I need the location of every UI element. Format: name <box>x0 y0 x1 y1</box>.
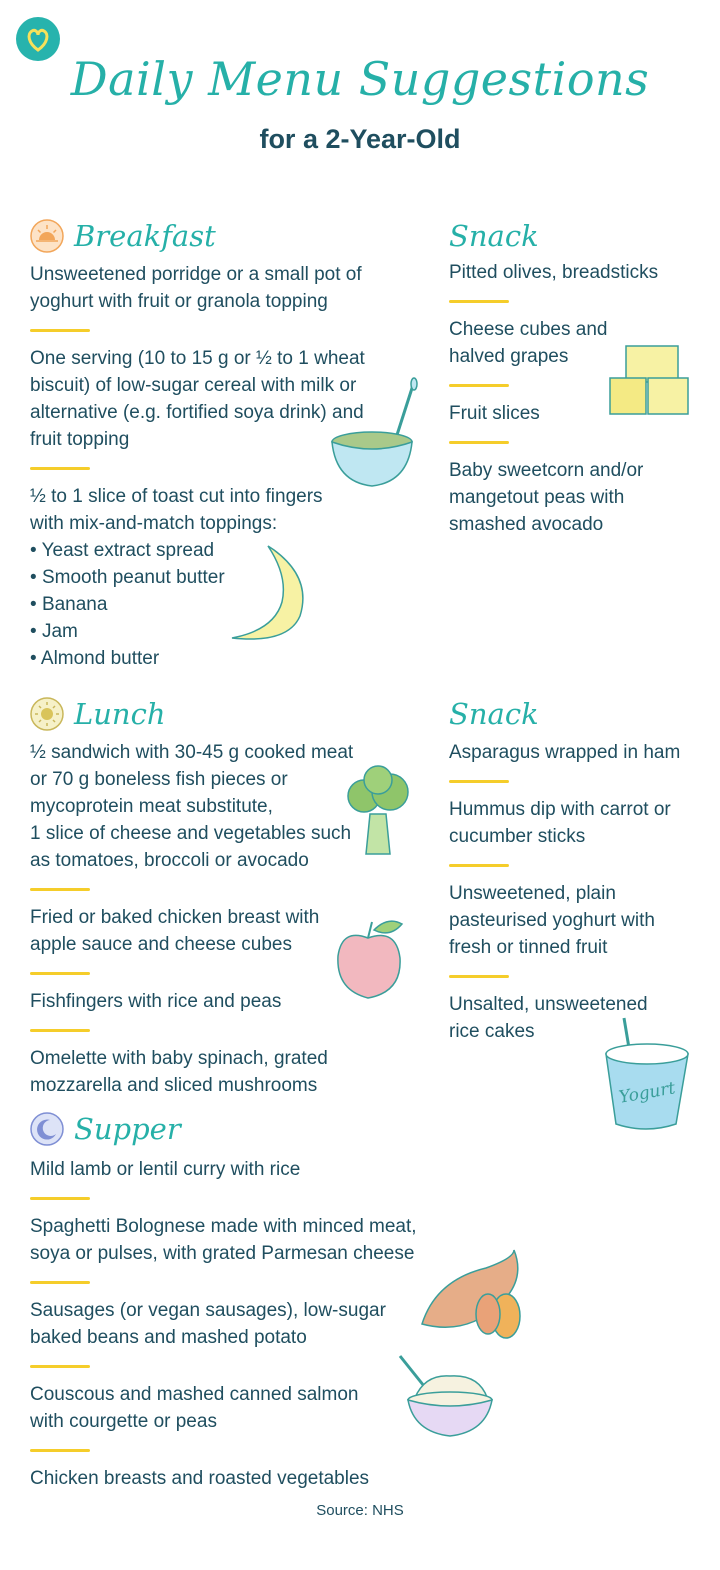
topping-item: • Yeast extract spread <box>30 537 440 564</box>
snack-heading: Snack <box>449 697 539 731</box>
divider <box>30 888 90 891</box>
breakfast-heading: Breakfast <box>74 219 216 253</box>
divider <box>30 467 90 470</box>
supper-item: Couscous and mashed canned salmon with courgette or peas <box>30 1384 359 1432</box>
divider <box>30 1449 90 1452</box>
broccoli-icon <box>344 764 414 858</box>
snack-item: Unsalted, unsweetened rice cakes <box>449 994 648 1042</box>
snack-heading-row <box>449 697 709 731</box>
yogurt-label: Yogurt <box>617 1078 677 1108</box>
snack-afternoon-section <box>449 697 709 1045</box>
topping-item: • Almond butter <box>30 645 440 672</box>
breakfast-item: Unsweetened porridge or a small pot of yoghurt with fruit or granola topping <box>30 264 362 312</box>
lunch-item: Fried or baked chicken breast with apple sauce and cheese cubes <box>30 907 320 955</box>
cereal-bowl-icon <box>328 378 418 490</box>
snack-item: Baby sweetcorn and/or mangetout peas with smashed avocado <box>449 460 644 535</box>
divider <box>30 1281 90 1284</box>
divider <box>449 300 509 303</box>
page-subtitle: for a 2-Year-Old <box>259 124 461 154</box>
snack-item: Cheese cubes and halved grapes <box>449 319 608 367</box>
lunch-item: ½ sandwich with 30-45 g cooked meat or 70 g boneless fish pieces or mycoprotein meat substitute, <box>30 742 354 817</box>
topping-item: • Jam <box>30 618 440 645</box>
divider <box>30 1029 90 1032</box>
lunch-item: 1 slice of cheese and vegetables such as tomatoes, broccoli or avocado <box>30 823 352 871</box>
page-title: Daily Menu Suggestions <box>70 52 650 106</box>
supper-item: Chicken breasts and roasted vegetables <box>30 1468 370 1489</box>
supper-heading: Supper <box>74 1112 181 1146</box>
divider <box>449 864 509 867</box>
banana-icon <box>228 542 312 646</box>
couscous-bowl-icon <box>394 1352 496 1442</box>
supper-heading-row <box>30 1112 450 1146</box>
lunch-section <box>30 697 440 1099</box>
supper-section <box>30 1112 450 1492</box>
topping-item: • Banana <box>30 591 440 618</box>
lunch-heading-row <box>30 697 440 731</box>
snack-heading-row <box>449 219 709 253</box>
snack-item: Pitted olives, breadsticks <box>449 262 659 283</box>
lunch-item: Fishfingers with rice and peas <box>30 991 282 1012</box>
lunch-item: Omelette with baby spinach, grated mozzarella and sliced mushrooms <box>30 1048 328 1096</box>
yogurt-cup-icon <box>602 1014 692 1134</box>
sweet-potato-icon <box>416 1250 536 1346</box>
snack-heading: Snack <box>449 219 539 253</box>
breakfast-item: One serving (10 to 15 g or ½ to 1 wheat biscuit) of low-sugar cereal with milk or alternative (e.g. fortified soya drink) and fruit topping <box>30 348 365 450</box>
divider <box>30 329 90 332</box>
divider <box>30 972 90 975</box>
snack-item: Unsweetened, plain pasteurised yoghurt with fresh or tinned fruit <box>449 883 655 958</box>
cheese-cubes-icon <box>606 340 692 420</box>
topping-item: • Smooth peanut butter <box>30 564 440 591</box>
divider <box>449 384 509 387</box>
supper-item: Mild lamb or lentil curry with rice <box>30 1159 301 1180</box>
moon-icon <box>30 1112 64 1146</box>
supper-item: Spaghetti Bolognese made with minced meat, soya or pulses, with grated Parmesan cheese <box>30 1216 417 1264</box>
divider <box>30 1365 90 1368</box>
divider <box>30 1197 90 1200</box>
snack-item: Asparagus wrapped in ham <box>449 742 681 763</box>
apple-icon <box>332 914 408 1002</box>
divider <box>449 975 509 978</box>
sunrise-icon <box>30 219 64 253</box>
source-credit: Source: NHS <box>316 1502 404 1519</box>
divider <box>449 441 509 444</box>
breakfast-item: ½ to 1 slice of toast cut into fingers with mix-and-match toppings: <box>30 486 323 534</box>
snack-item: Fruit slices <box>449 403 540 424</box>
breakfast-heading-row <box>30 219 440 253</box>
divider <box>449 780 509 783</box>
snack-item: Hummus dip with carrot or cucumber sticks <box>449 799 671 847</box>
lunch-heading: Lunch <box>74 697 166 731</box>
sun-icon <box>30 697 64 731</box>
supper-item: Sausages (or vegan sausages), low-sugar baked beans and mashed potato <box>30 1300 386 1348</box>
